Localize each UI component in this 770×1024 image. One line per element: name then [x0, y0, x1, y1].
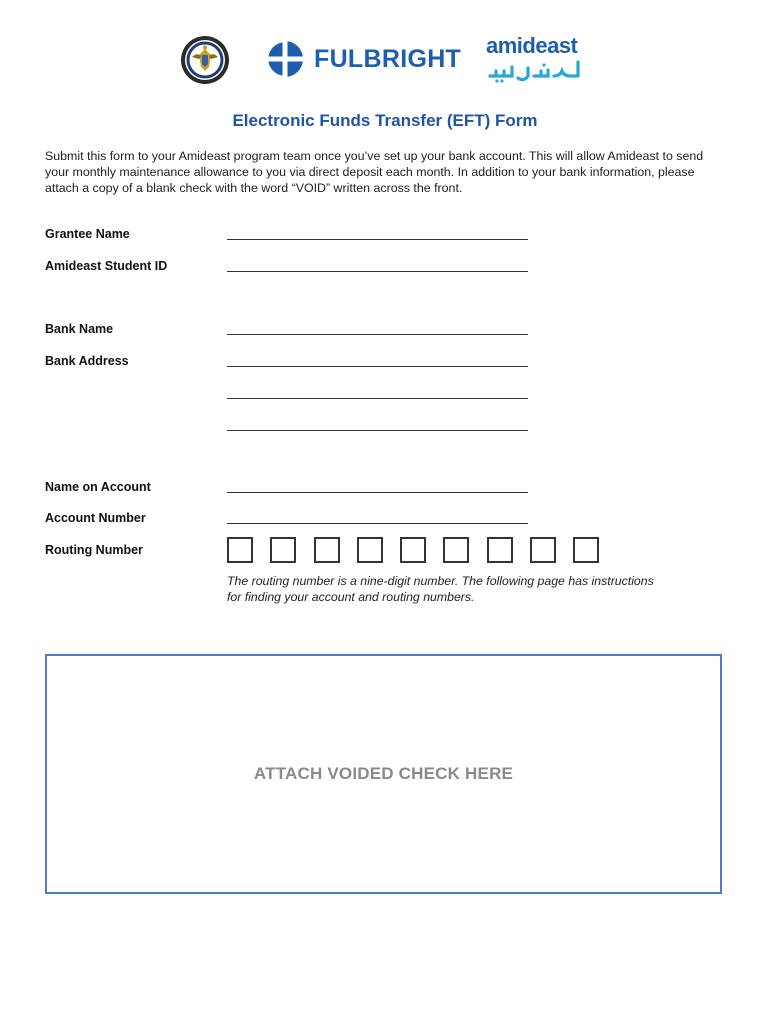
routing-number-boxes [227, 537, 599, 563]
routing-digit-box[interactable] [270, 537, 296, 563]
form-title: Electronic Funds Transfer (EFT) Form [232, 111, 538, 130]
bank-address-field-line-3[interactable] [227, 430, 528, 431]
amideast-wordmark: amideast [486, 33, 578, 58]
student-id-label: Amideast Student ID [45, 259, 168, 273]
routing-number-label: Routing Number [45, 543, 143, 557]
student-id-field[interactable] [227, 271, 528, 272]
grantee-name-field[interactable] [227, 239, 528, 240]
bank-address-field-line-1[interactable] [227, 366, 528, 367]
bank-name-field[interactable] [227, 334, 528, 335]
routing-digit-box[interactable] [400, 537, 426, 563]
routing-digit-box[interactable] [443, 537, 469, 563]
routing-digit-box[interactable] [530, 537, 556, 563]
us-state-department-seal-icon [180, 35, 230, 85]
account-number-field[interactable] [227, 523, 528, 524]
name-on-account-field[interactable] [227, 492, 528, 493]
fulbright-globe-icon [266, 40, 304, 78]
routing-number-note: The routing number is a nine-digit number. The following page has instructions for finding your account and routing numbers. [227, 574, 654, 604]
bank-name-label: Bank Name [45, 322, 114, 336]
fulbright-logo [266, 40, 461, 78]
amideast-logo [486, 34, 586, 84]
voided-check-attachment-area[interactable] [45, 654, 722, 894]
routing-digit-box[interactable] [573, 537, 599, 563]
attach-check-label: ATTACH VOIDED CHECK HERE [253, 764, 514, 783]
routing-digit-box[interactable] [357, 537, 383, 563]
routing-digit-box[interactable] [314, 537, 340, 563]
grantee-name-label: Grantee Name [45, 227, 130, 241]
bank-address-label: Bank Address [45, 354, 129, 368]
fulbright-wordmark: FULBRIGHT [314, 44, 462, 73]
header-logos [0, 34, 770, 90]
account-number-label: Account Number [45, 511, 146, 525]
form-instructions: Submit this form to your Amideast program team once you’ve set up your bank account. This will allow Amideast to send your monthly maintenance allowance to you via direct deposit each month. In addition to your bank information, please attach a copy of a blank check with the word “VOID” written across the front. [45, 149, 704, 195]
amideast-arabic-wordmark-icon [486, 60, 584, 84]
routing-digit-box[interactable] [487, 537, 513, 563]
name-on-account-label: Name on Account [45, 480, 151, 494]
bank-address-field-line-2[interactable] [227, 398, 528, 399]
routing-digit-box[interactable] [227, 537, 253, 563]
